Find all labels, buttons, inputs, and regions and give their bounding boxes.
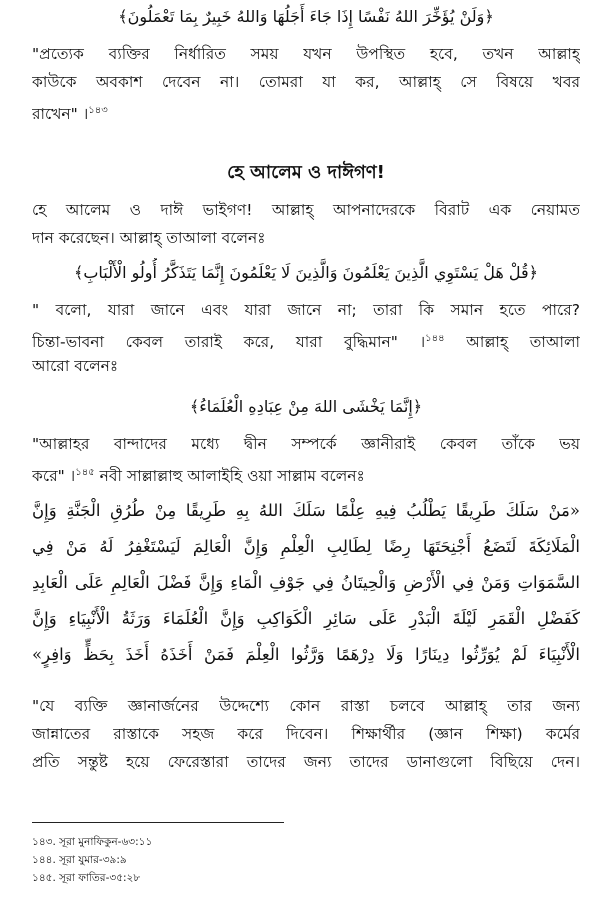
footnote-divider [32, 822, 284, 823]
hadith-arabic-line-5: الْأَنْبِيَاءَ لَمْ يُوَرِّثُوا دِينَارًا وَلَا دِرْهَمًا وَرَّثُوا الْعِلْمَ فَمَنْ أَخَذَهُ أَخَذَ بِحَظٍّ وَافِرٍ» [32, 645, 580, 664]
translation-text: রাখেন" । [32, 105, 89, 124]
translation-1-line-3 [32, 98, 580, 124]
footnote-145: ১৪৫. সূরা ফাতির-৩৫:২৮ [32, 872, 141, 884]
translation-text: আল্লাহ্ তাআলা [444, 333, 580, 352]
hadith-arabic-line-3: السَّمَوَاتِ وَمَنْ فِي الْأَرْضِ وَالْحِيتَانُ فِي جَوْفِ الْمَاءِ وَإِنَّ فَضْلَ الْعَالِمِ عَلَى الْعَابِدِ [32, 573, 580, 592]
hadith-arabic-line-1: «مَنْ سَلَكَ طَرِيقًا يَطْلُبُ فِيهِ عِلْمًا سَلَكَ اللهُ بِهِ طَرِيقًا مِنْ طُرُقِ الْجَنَّةِ وَإِنَّ [32, 501, 580, 520]
quran-verse-3: ﴿إِنَّمَا يَخْشَى اللهَ مِنْ عِبَادِهِ الْعُلَمَاءُ﴾ [189, 397, 423, 416]
translation-1-line-2: কাউকে অবকাশ দেবেন না। তোমরা যা কর, আল্লাহ্ সে বিষয়ে খবর [32, 73, 580, 91]
footnote-143: ১৪৩. সূরা মুনাফিকুন-৬৩:১১ [32, 836, 153, 848]
translation-3-line-1: "আল্লাহর বান্দাদের মধ্যে দ্বীন সম্পর্কে জ্ঞানীরাই কেবল তাঁকে ভয় [32, 435, 580, 453]
translation-3-line-2 [32, 460, 580, 486]
hadith-translation-line-1: "যে ব্যক্তি জ্ঞানার্জনের উদ্দেশ্যে কোন রাস্তা চলবে আল্লাহ্ তার জন্য [32, 697, 580, 715]
translation-2-line-2 [32, 326, 580, 352]
footnote-144: ১৪৪. সূরা যুমার-৩৯:৯ [32, 854, 127, 866]
hadith-arabic-line-4: كَفَضْلِ الْقَمَرِ لَيْلَةَ الْبَدْرِ عَلَى سَائِرِ الْكَوَاكِبِ وَإِنَّ الْعُلَمَاءَ وَرَثَةُ الْأَنْبِيَاءِ وَإِنَّ [32, 609, 580, 628]
hadith-translation-line-2: জান্নাতের রাস্তাকে সহজ করে দিবেন। শিক্ষার্থীর (জ্ঞান শিক্ষা) কর্মের [32, 725, 580, 743]
translation-text: নবী সাল্লাল্লাহু আলাইহি ওয়া সাল্লাম বলেনঃ [94, 467, 365, 486]
translation-2-line-3: আরো বলেনঃ [32, 357, 119, 375]
footnote-ref-144: ১৪৪ [425, 333, 445, 344]
quran-verse-1: ﴿وَلَنْ يُؤَخِّرَ اللهُ نَفْسًا إِذَا جَاءَ أَجَلُهَا وَاللهُ خَبِيرٌ بِمَا تَعْمَلُونَ﴾ [118, 7, 494, 26]
hadith-translation-line-3: প্রতি সন্তুষ্ট হয়ে ফেরেস্তারা তাদের জন্য তাদের ডানাগুলো বিছিয়ে দেন। [32, 753, 580, 771]
intro-line-2: দান করেছেন। আল্লাহ্ তাআলা বলেনঃ [32, 229, 266, 247]
translation-2-line-1: " বলো, যারা জানে এবং যারা জানে না; তারা কি সমান হতে পারে? [32, 301, 580, 319]
section-heading: হে আলেম ও দাঈগণ! [227, 162, 385, 183]
translation-1-line-1: "প্রত্যেক ব্যক্তির নির্ধারিত সময় যখন উপস্থিত হবে, তখন আল্লাহ্ [32, 45, 580, 63]
quran-verse-2: ﴿قُلْ هَلْ يَسْتَوِي الَّذِينَ يَعْلَمُونَ وَالَّذِينَ لَا يَعْلَمُونَ إِنَّمَا يَتَذَكَّرُ أُولُو الْأَلْبَابِ﴾ [73, 263, 539, 282]
footnote-ref-143: ১৪৩ [88, 105, 108, 116]
hadith-arabic-line-2: الْمَلَائِكَةَ لَتَضَعُ أَجْنِحَتَهَا رِضًا لِطَالِبِ الْعِلْمِ وَإِنَّ الْعَالِمَ لَيَسْتَغْفِرُ لَهُ مَنْ فِي [32, 537, 580, 556]
translation-text: করে" । [32, 467, 76, 486]
footnote-ref-145: ১৪৫ [75, 467, 95, 478]
translation-text: চিন্তা-ভাবনা কেবল তারাই করে, যারা বুদ্ধিমান" । [32, 333, 426, 352]
intro-line-1: হে আলেম ও দাঈ ভাইগণ! আল্লাহ্ আপনাদেরকে বিরাট এক নেয়ামত [32, 201, 580, 219]
